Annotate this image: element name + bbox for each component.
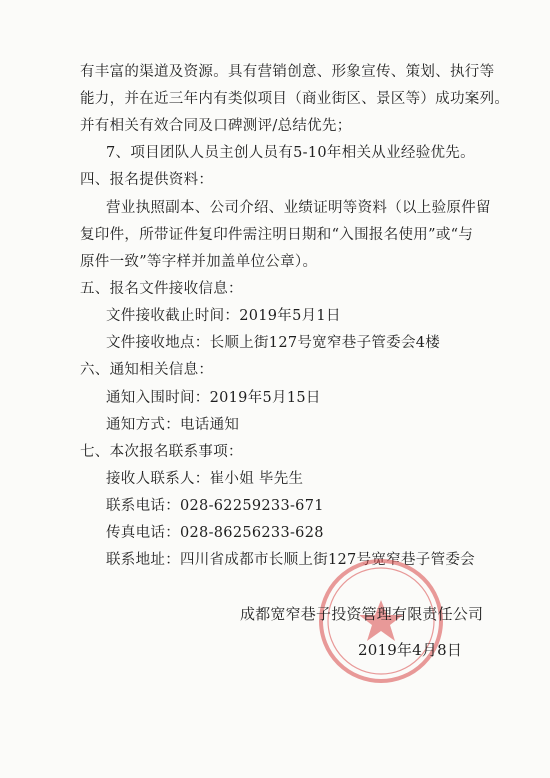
materials-line-3: 原件一致”等字样并加盖单位公章）。 [80,254,318,270]
section-heading-5: 五、报名文件接收信息： [80,281,243,297]
address-line: 联系地址：四川省成都市长顺上街127号宽窄巷子管委会 [106,552,475,568]
section-heading-7: 七、本次报名联系事项： [80,444,243,460]
location-line: 文件接收地点：长顺上街127号宽窄巷子管委会4楼 [106,335,441,351]
phone-line: 联系电话：028-62259233-671 [106,498,324,514]
materials-line-1: 营业执照副本、公司介绍、业绩证明等资料（以上验原件留 [106,200,491,216]
requirement-7: 7、项目团队人员主创人员有5-10年相关从业经验优先。 [106,145,475,161]
materials-line-2: 复印件，所带证件复印件需注明日期和“入围报名使用”或“与 [80,227,474,243]
notify-time-line: 通知入围时间：2019年5月15日 [106,390,321,406]
signature-company: 成都宽窄巷子投资管理有限责任公司 [240,605,484,623]
contact-person-line: 接收人联系人：崔小姐 毕先生 [106,471,304,487]
notify-method-line: 通知方式：电话通知 [106,417,240,433]
signature-date: 2019年4月8日 [358,641,463,659]
section-heading-4: 四、报名提供资料： [80,172,214,188]
paragraph-line-3: 并有相关有效合同及口碑测评/总结优先； [80,118,352,134]
section-heading-6: 六、通知相关信息： [80,362,214,378]
paragraph-line-1: 有丰富的渠道及资源。具有营销创意、形象宣传、策划、执行等 [80,64,495,80]
paragraph-line-2: 能力，并在近三年内有类似项目（商业街区、景区等）成功案列。 [80,91,510,107]
fax-line: 传真电话：028-86256233-628 [106,525,324,541]
deadline-line: 文件接收截止时间：2019年5月1日 [106,308,341,324]
